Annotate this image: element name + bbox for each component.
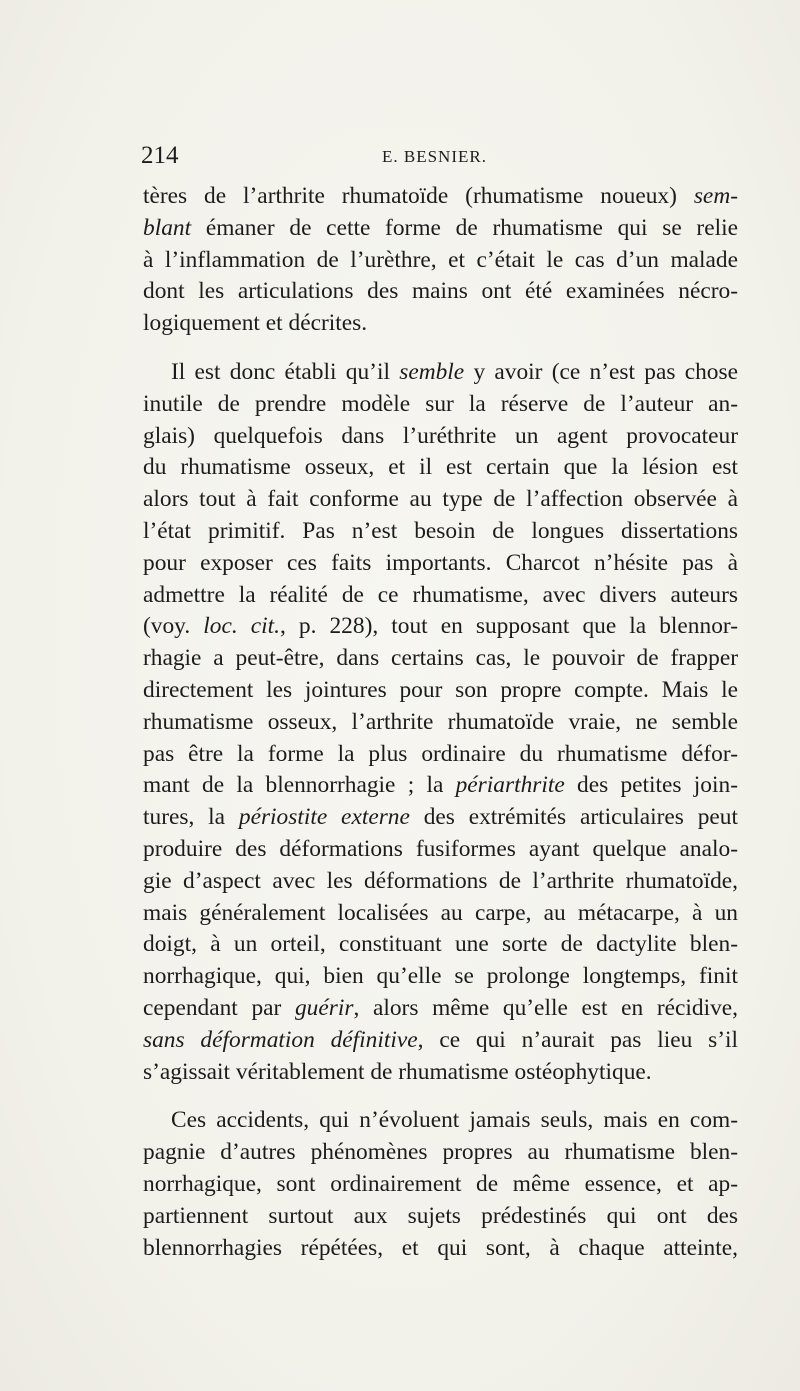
text-line: pas être la forme la plus ordinaire du rhumatisme défor- [143,740,738,767]
text-line: Ces accidents, qui n’évoluent jamais seuls, mais en com- [171,1107,738,1134]
italic-text: semble [399,358,465,385]
text-line: blennorrhagies répétées, et qui sont, à chaque atteinte, [143,1234,738,1261]
italic-text: loc. cit. [203,613,280,640]
italic-text: guérir [294,994,354,1021]
text-line: blant émaner de cette forme de rhumatisme qui se relie [143,214,738,241]
text-line: mais généralement localisées au carpe, au métacarpe, à un [143,899,738,926]
page-number: 214 [141,142,179,169]
body-text [143,181,738,1264]
text-line: partiennent surtout aux sujets prédestinés qui ont des [143,1202,738,1229]
text-line: directement les jointures pour son propre compte. Mais le [143,676,738,703]
text-line: à l’inflammation de l’urèthre, et c’était le cas d’un malade [143,246,738,273]
text-line: admettre la réalité de ce rhumatisme, avec divers auteurs [143,581,738,608]
italic-text: périostite externe [238,804,410,831]
text-line: pagnie d’autres phénomènes propres au rhumatisme blen- [143,1139,738,1166]
text-line: cependant par guérir, alors même qu’elle est en récidive, [143,994,738,1021]
text-line: gie d’aspect avec les déformations de l’arthrite rhumatoïde, [143,867,738,894]
running-head: E. BESNIER. [382,147,487,166]
paragraph [143,1105,738,1264]
text-line: pour exposer ces faits importants. Charcot n’hésite pas à [143,549,738,576]
page-header [141,142,741,176]
paragraph-gap [143,340,738,357]
paragraph-gap [143,1088,738,1105]
text-line: dont les articulations des mains ont été examinées nécro- [143,278,738,305]
italic-text: sans déformation définitive [143,1026,418,1053]
italic-text: périarthrite [455,772,565,799]
text-line: glais) quelquefois dans l’uréthrite un agent provocateur [143,422,738,449]
text-line: rhumatisme osseux, l’arthrite rhumatoïde vraie, ne semble [143,708,738,735]
text-line: tures, la périostite externe des extrémités articulaires peut [143,804,738,831]
italic-text: blant [143,214,192,241]
paragraph [143,181,738,340]
text-line: produire des déformations fusiformes ayant quelque analo- [143,835,738,862]
text-line: Il est donc établi qu’il semble y avoir (ce n’est pas chose [171,358,738,385]
text-line: rhagie a peut-être, dans certains cas, le pouvoir de frapper [143,645,738,672]
text-line: mant de la blennorrhagie ; la périarthrite des petites join- [143,772,738,799]
italic-text: sem- [693,183,738,209]
text-line: inutile de prendre modèle sur la réserve de l’auteur an- [143,390,738,417]
text-line: l’état primitif. Pas n’est besoin de longues dissertations [143,517,738,544]
paragraph [143,357,738,1088]
text-line: (voy. loc. cit., p. 228), tout en supposant que la blennor- [143,613,738,640]
text-line: logiquement et décrites. [143,310,368,337]
text-line: sans déformation définitive, ce qui n’aurait pas lieu s’il [143,1026,738,1053]
text-line: doigt, à un orteil, constituant une sorte de dactylite blen- [143,931,738,958]
text-line: s’agissait véritablement de rhumatisme ostéophytique. [143,1058,652,1085]
text-line: norrhagique, sont ordinairement de même essence, et ap- [143,1170,738,1197]
text-line: tères de l’arthrite rhumatoïde (rhumatisme noueux) sem- [143,183,738,209]
text-line: du rhumatisme osseux, et il est certain que la lésion est [143,454,738,481]
text-line: alors tout à fait conforme au type de l’affection observée à [143,486,738,513]
text-line: norrhagique, qui, bien qu’elle se prolonge longtemps, finit [143,963,738,990]
